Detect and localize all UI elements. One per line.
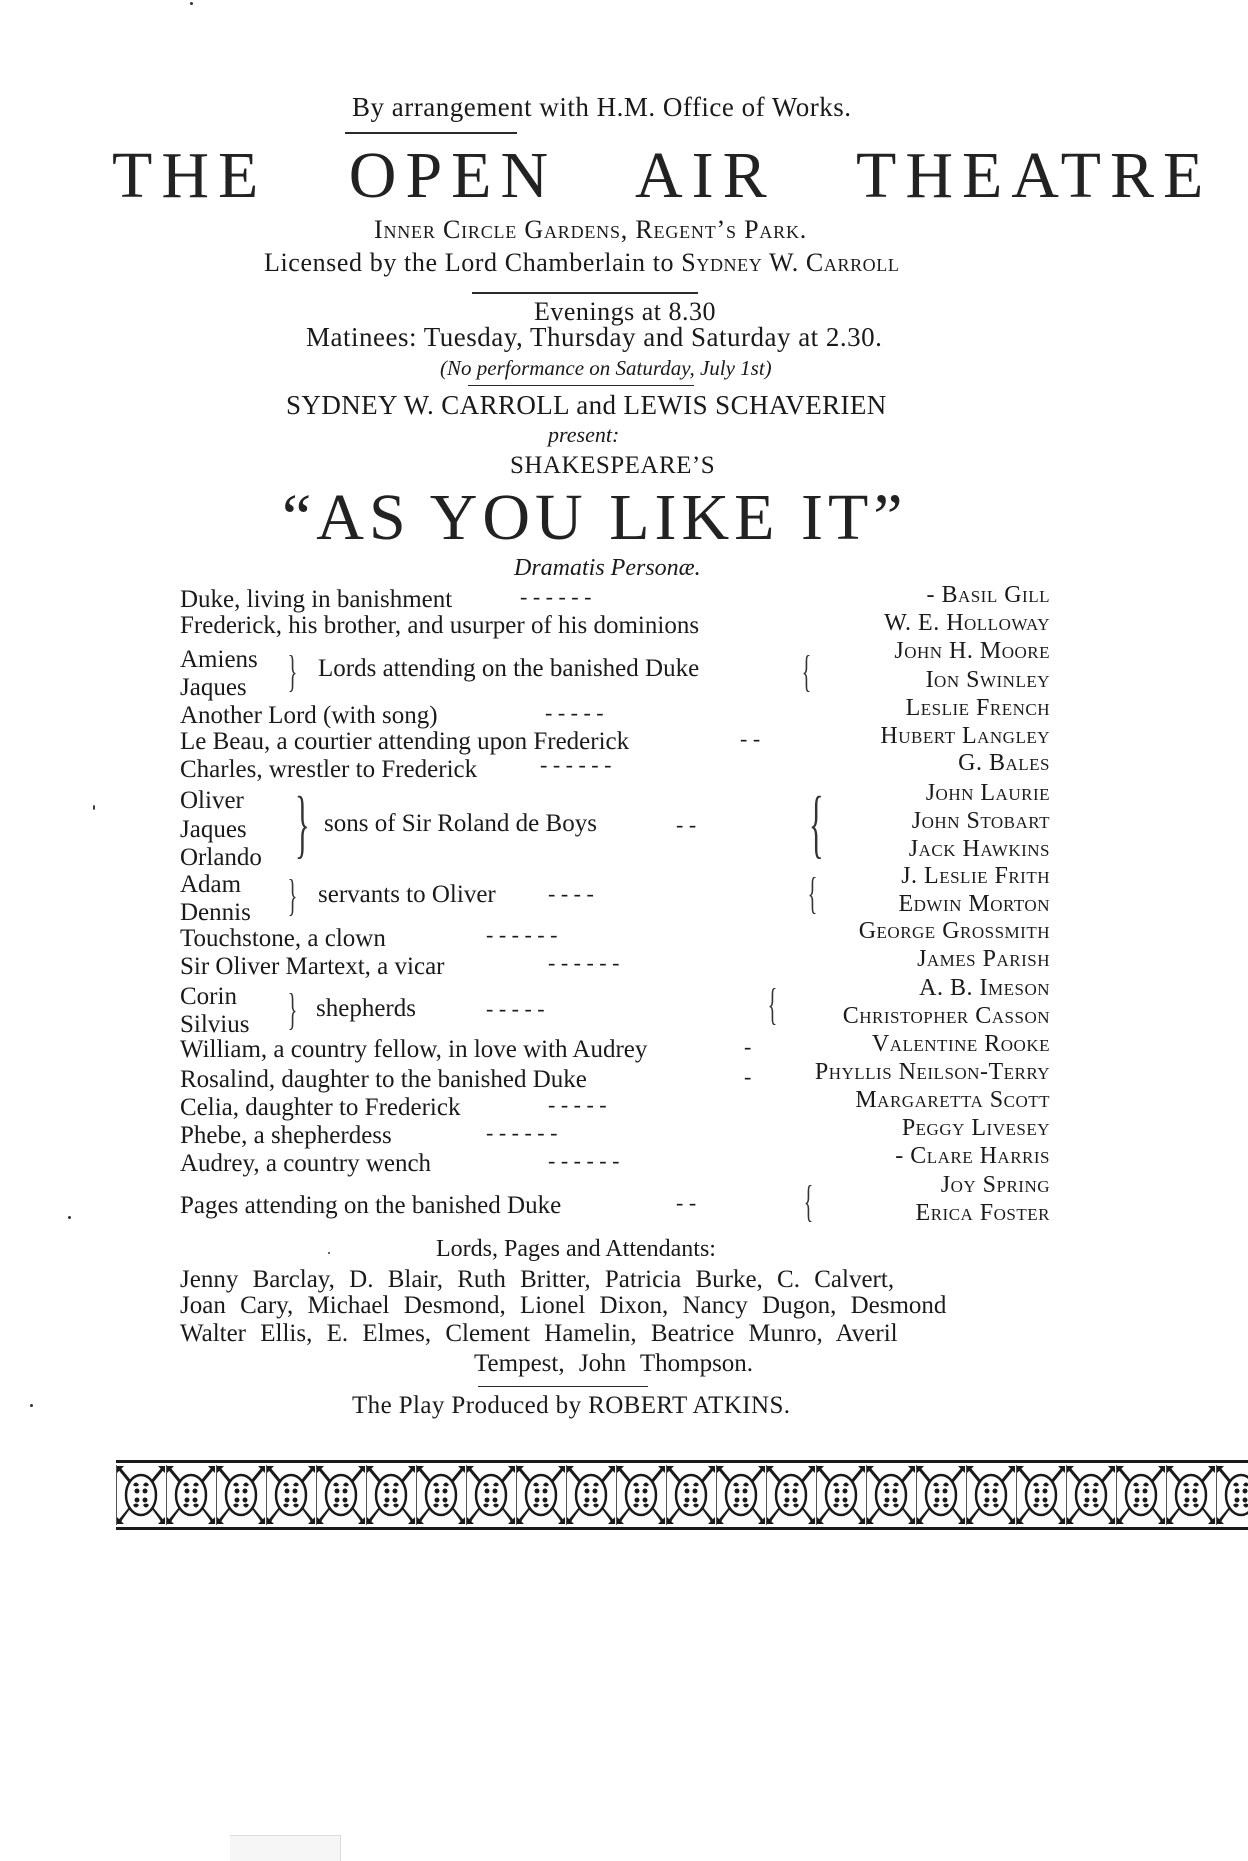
- cast-actor: John H. Moore: [894, 638, 1050, 664]
- cast-actor: Joy Spring: [940, 1172, 1050, 1198]
- left-brace: {: [801, 647, 812, 696]
- cast-role: Frederick, his brother, and usurper of his dominions: [180, 612, 700, 639]
- left-brace: {: [807, 869, 818, 918]
- cast-role: Celia, daughter to Frederick: [180, 1094, 461, 1121]
- cast-actor: G. Bales: [958, 750, 1050, 776]
- divider-rule: [468, 385, 694, 386]
- print-speck: [68, 1216, 71, 1219]
- cast-actor: Jack Hawkins: [908, 836, 1050, 862]
- cast-role: Jaques: [180, 816, 247, 843]
- cast-actor: Valentine Rooke: [871, 1031, 1050, 1057]
- paper-stamp-mark: [230, 1835, 341, 1861]
- left-brace: {: [803, 1177, 814, 1226]
- cast-role: Dennis: [180, 899, 251, 926]
- cast-actor: Ion Swinley: [925, 667, 1050, 693]
- licence-holder: Sydney W. Carroll: [681, 248, 900, 277]
- cast-role: Rosalind, daughter to the banished Duke: [180, 1066, 587, 1093]
- theatre-title: [112, 138, 1248, 214]
- group-description: Lords attending on the banished Duke: [318, 655, 700, 682]
- print-speck: [93, 805, 95, 810]
- cast-role: William, a country fellow, in love with Audrey: [180, 1036, 648, 1063]
- cast-role: Le Beau, a courtier attending upon Frederick: [180, 728, 630, 755]
- leader-dashes: - - - - - -: [548, 950, 620, 975]
- ensemble-heading: Lords, Pages and Attendants:: [436, 1236, 716, 1262]
- right-brace: }: [294, 782, 310, 866]
- matinee-times: Matinees: Tuesday, Thursday and Saturday at 2.30.: [306, 322, 883, 352]
- group-description: servants to Oliver: [318, 881, 496, 908]
- cast-role: Adam: [180, 871, 242, 898]
- licence-line: [264, 248, 899, 278]
- presenters: SYDNEY W. CARROLL and LEWIS SCHAVERIEN: [286, 390, 887, 420]
- ensemble-line: Tempest, John Thompson.: [474, 1350, 754, 1377]
- cast-role: Duke, living in banishment: [180, 586, 453, 613]
- cast-actor: Christopher Casson: [842, 1003, 1050, 1029]
- cast-actor: J. Leslie Frith: [901, 863, 1050, 889]
- licence-prefix: Licensed by the Lord Chamberlain to: [264, 248, 675, 277]
- theatre-title-word: THE: [112, 139, 268, 212]
- leader-dashes: - - - - -: [545, 700, 604, 725]
- cast-actor: George Grossmith: [858, 918, 1050, 944]
- right-brace: }: [287, 985, 298, 1034]
- cast-actor: Leslie French: [905, 695, 1050, 721]
- leader-dashes: - - - - - -: [486, 922, 558, 947]
- cast-role: Another Lord (with song): [180, 702, 438, 729]
- right-brace: }: [287, 871, 298, 920]
- theatre-title-word: THEATRE: [856, 139, 1213, 212]
- ensemble-line: Walter Ellis, E. Elmes, Clement Hamelin, Beatrice Munro, Averil: [180, 1320, 898, 1347]
- divider-rule: [345, 132, 517, 134]
- cast-role: Pages attending on the banished Duke: [180, 1192, 562, 1219]
- cast-actor: Phyllis Neilson-Terry: [814, 1059, 1050, 1085]
- left-brace: {: [767, 980, 778, 1029]
- cast-role: Oliver: [180, 787, 244, 814]
- print-speck: [30, 1404, 33, 1407]
- group-description: shepherds: [316, 995, 416, 1022]
- theatre-title-word: OPEN: [348, 139, 558, 212]
- present-label: present:: [548, 422, 620, 447]
- theatre-title-word: AIR: [635, 139, 776, 212]
- cast-actor: John Stobart: [911, 808, 1050, 834]
- author-label: SHAKESPEARE’S: [510, 452, 716, 479]
- cast-role: Corin: [180, 983, 237, 1010]
- leader-dashes: - - - - - -: [520, 584, 592, 609]
- cast-actor: - Clare Harris: [895, 1143, 1050, 1169]
- leader-dashes: - -: [676, 812, 697, 837]
- cast-actor: Margaretta Scott: [855, 1087, 1050, 1113]
- leader-dashes: - - - - - -: [540, 752, 612, 777]
- cast-role: Orlando: [180, 844, 262, 871]
- cast-role: Audrey, a country wench: [180, 1150, 432, 1177]
- left-brace: {: [808, 782, 824, 866]
- theatre-location: Inner Circle Gardens, Regent’s Park.: [374, 215, 808, 244]
- leader-dashes: - - - -: [548, 881, 594, 906]
- cast-actor: - Basil Gill: [926, 582, 1050, 608]
- leader-dashes: -: [744, 1064, 752, 1089]
- leader-dashes: - -: [676, 1190, 697, 1215]
- leader-dashes: - - - - -: [548, 1092, 607, 1117]
- group-description: sons of Sir Roland de Boys: [324, 810, 597, 837]
- cast-actor: Edwin Morton: [898, 891, 1050, 917]
- no-performance-note: (No performance on Saturday, July 1st): [440, 356, 772, 380]
- cast-actor: James Parish: [917, 946, 1050, 972]
- print-speck: [328, 1252, 330, 1254]
- cast-role: Silvius: [180, 1011, 250, 1038]
- cast-actor: W. E. Holloway: [884, 610, 1050, 636]
- arrangement-notice: By arrangement with H.M. Office of Works.: [352, 92, 852, 122]
- cast-role: Phebe, a shepherdess: [180, 1122, 392, 1149]
- right-brace: }: [287, 647, 298, 696]
- cast-actor: Peggy Livesey: [901, 1115, 1050, 1141]
- cast-actor: A. B. Imeson: [919, 975, 1050, 1001]
- ornamental-border: [116, 1460, 1248, 1530]
- play-title: “AS YOU LIKE IT”: [282, 481, 908, 554]
- ensemble-line: Jenny Barclay, D. Blair, Ruth Britter, Patricia Burke, C. Calvert,: [180, 1266, 895, 1293]
- cast-role: Jaques: [180, 674, 247, 701]
- divider-rule: [478, 1386, 648, 1387]
- cast-actor: Erica Foster: [915, 1200, 1050, 1226]
- cast-actor: Hubert Langley: [880, 723, 1050, 749]
- producer-credit: The Play Produced by ROBERT ATKINS.: [352, 1392, 791, 1419]
- leader-dashes: -: [744, 1034, 752, 1059]
- cast-actor: John Laurie: [925, 780, 1050, 806]
- dramatis-personae-heading: Dramatis Personæ.: [514, 555, 701, 581]
- leader-dashes: - - - - - -: [486, 1120, 558, 1145]
- ensemble-line: Joan Cary, Michael Desmond, Lionel Dixon, Nancy Dugon, Desmond: [180, 1292, 947, 1319]
- cast-role: Charles, wrestler to Frederick: [180, 756, 478, 783]
- cast-role: Sir Oliver Martext, a vicar: [180, 953, 445, 980]
- cast-role: Touchstone, a clown: [180, 925, 386, 952]
- cast-role: Amiens: [180, 646, 258, 673]
- leader-dashes: - -: [740, 726, 761, 751]
- evening-times: Evenings at 8.30: [534, 297, 717, 326]
- leader-dashes: - - - - -: [486, 996, 545, 1021]
- divider-rule: [472, 292, 698, 294]
- print-speck: [190, 2, 193, 5]
- leader-dashes: - - - - - -: [548, 1148, 620, 1173]
